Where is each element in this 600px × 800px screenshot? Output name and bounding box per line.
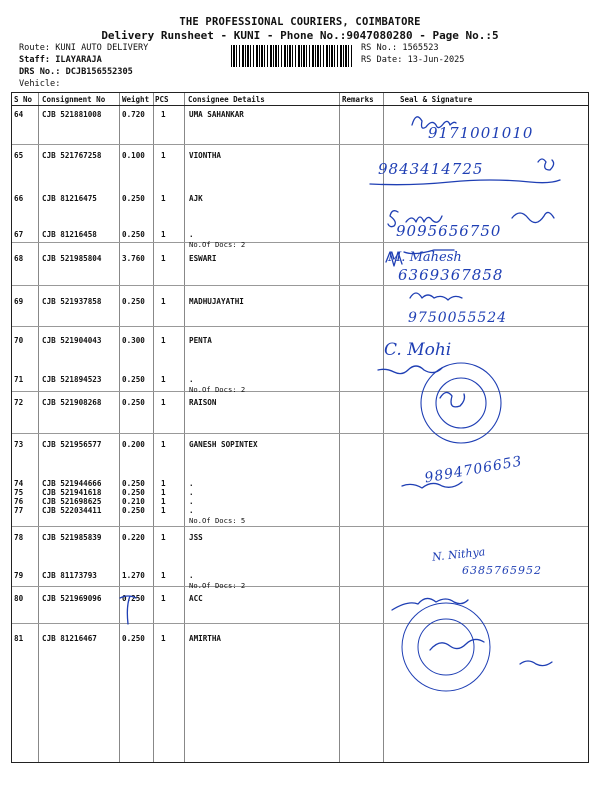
cell-pcs: 1 [161,230,166,239]
cell-sno: 66 [14,194,24,203]
cell-details: RAISON [189,398,217,407]
row-divider [12,433,588,434]
row-divider [12,242,588,243]
cell-wt: 0.210 [122,497,145,506]
cell-cno: CJB 521767258 [42,151,102,160]
cell-wt: 0.250 [122,479,145,488]
cell-details: ACC [189,594,203,603]
cell-pcs: 1 [161,254,166,263]
cell-cno: CJB 81173793 [42,571,97,580]
route-label: Route: KUNI AUTO DELIVERY [19,43,149,53]
rs-date: RS Date: 13-Jun-2025 [361,55,465,65]
cell-sno: 79 [14,571,24,580]
cell-pcs: 1 [161,440,166,449]
cell-cno: CJB 521985839 [42,533,102,542]
cell-wt: 0.250 [122,594,145,603]
cell-pcs: 1 [161,594,166,603]
sig-name-70: C. Mohi [384,340,452,360]
cell-wt: 0.250 [122,297,145,306]
cell-cno: CJB 81216467 [42,634,97,643]
drs-number: DRS No.: DCJB156552305 [19,67,133,77]
cell-pcs: 1 [161,506,166,515]
cell-details: JSS [189,533,203,542]
cell-cno: CJB 521944666 [42,479,102,488]
row-divider [12,586,588,587]
sig-phone-74: 9894706653 [423,453,524,487]
cell-cno: CJB 81216475 [42,194,97,203]
cell-pcs: 1 [161,533,166,542]
row-divider [12,391,588,392]
row-divider [12,526,588,527]
cell-details: VIONTHA [189,151,222,160]
cell-cno: CJB 521881008 [42,110,102,119]
cell-details: AMIRTHA [189,634,222,643]
cell-sno: 71 [14,375,24,384]
cell-docs: No.Of Docs: 5 [189,516,246,525]
cell-wt: 0.250 [122,230,145,239]
cell-docs: No.Of Docs: 2 [189,240,246,249]
runsheet-subtitle: Delivery Runsheet - KUNI - Phone No.:9047080280 - Page No.:5 [101,29,499,42]
cell-details: PENTA [189,336,212,345]
col-consignee: Consignee Details [188,95,265,104]
cell-docs: No.Of Docs: 2 [189,581,246,590]
cell-pcs: 1 [161,488,166,497]
cell-sno: 78 [14,533,24,542]
cell-pcs: 1 [161,479,166,488]
cell-details: GANESH SOPINTEX [189,440,258,449]
cell-sno: 73 [14,440,24,449]
cell-wt: 0.250 [122,398,145,407]
sig-phone-79: 6385765952 [462,564,542,577]
cell-details: AJK [189,194,203,203]
barcode [231,45,353,67]
row-divider [12,144,588,145]
cell-details: . [189,375,194,384]
cell-cno: CJB 521969096 [42,594,102,603]
cell-cno: CJB 521985804 [42,254,102,263]
cell-sno: 68 [14,254,24,263]
cell-details: UMA SAHANKAR [189,110,244,119]
cell-sno: 81 [14,634,24,643]
cell-pcs: 1 [161,194,166,203]
sig-phone-66: 9095656750 [396,222,502,240]
cell-details: . [189,497,194,506]
runsheet-table [11,92,589,763]
row-divider [12,326,588,327]
row-divider [12,623,588,624]
cell-wt: 0.250 [122,506,145,515]
col-sno: S No [14,95,33,104]
cell-details: . [189,488,194,497]
col-weight: Weight [122,95,150,104]
cell-sno: 75 [14,488,24,497]
cell-cno: CJB 521956577 [42,440,102,449]
cell-sno: 77 [14,506,24,515]
cell-details: . [189,571,194,580]
cell-wt: 0.300 [122,336,145,345]
cell-wt: 0.250 [122,634,145,643]
cell-sno: 67 [14,230,24,239]
cell-sno: 70 [14,336,24,345]
sig-name-68: M. Mahesh [388,250,462,265]
cell-pcs: 1 [161,497,166,506]
staff-label: Staff: ILAYARAJA [19,55,102,65]
cell-pcs: 1 [161,151,166,160]
cell-wt: 3.760 [122,254,145,263]
cell-wt: 0.720 [122,110,145,119]
sig-phone-68: 6369367858 [398,266,504,284]
cell-wt: 0.220 [122,533,145,542]
cell-cno: CJB 521908268 [42,398,102,407]
cell-wt: 0.250 [122,375,145,384]
cell-wt: 0.250 [122,488,145,497]
cell-details: . [189,230,194,239]
table-header [12,93,588,106]
cell-sno: 74 [14,479,24,488]
cell-sno: 64 [14,110,24,119]
cell-cno: CJB 81216458 [42,230,97,239]
cell-wt: 0.100 [122,151,145,160]
cell-cno: CJB 521937858 [42,297,102,306]
cell-pcs: 1 [161,336,166,345]
sig-phone-65: 9843414725 [378,160,484,178]
sig-name-79: N. Nithya [431,545,486,564]
col-consignment: Consignment No [42,95,106,104]
cell-wt: 1.270 [122,571,145,580]
cell-sno: 69 [14,297,24,306]
sig-phone-69: 9750055524 [408,310,508,326]
cell-docs: No.Of Docs: 2 [189,385,246,394]
col-remarks: Remarks [342,95,374,104]
cell-sno: 72 [14,398,24,407]
cell-cno: CJB 521904043 [42,336,102,345]
sig-phone-64: 9171001010 [428,124,534,142]
cell-pcs: 1 [161,375,166,384]
cell-cno: CJB 522034411 [42,506,102,515]
cell-pcs: 1 [161,634,166,643]
cell-cno: CJB 521894523 [42,375,102,384]
vehicle-label: Vehicle: [19,79,61,89]
company-title: THE PROFESSIONAL COURIERS, COIMBATORE [179,16,421,28]
cell-details: . [189,506,194,515]
cell-pcs: 1 [161,110,166,119]
cell-details: MADHUJAYATHI [189,297,244,306]
cell-sno: 76 [14,497,24,506]
cell-cno: CJB 521698625 [42,497,102,506]
cell-pcs: 1 [161,297,166,306]
cell-details: . [189,479,194,488]
cell-wt: 0.250 [122,194,145,203]
cell-sno: 65 [14,151,24,160]
row-divider [12,285,588,286]
rs-number: RS No.: 1565523 [361,43,439,53]
col-pcs: PCS [155,95,169,104]
cell-wt: 0.200 [122,440,145,449]
col-seal-signature: Seal & Signature [400,95,473,104]
cell-details: ESWARI [189,254,217,263]
cell-pcs: 1 [161,398,166,407]
cell-cno: CJB 521941618 [42,488,102,497]
cell-sno: 80 [14,594,24,603]
cell-pcs: 1 [161,571,166,580]
